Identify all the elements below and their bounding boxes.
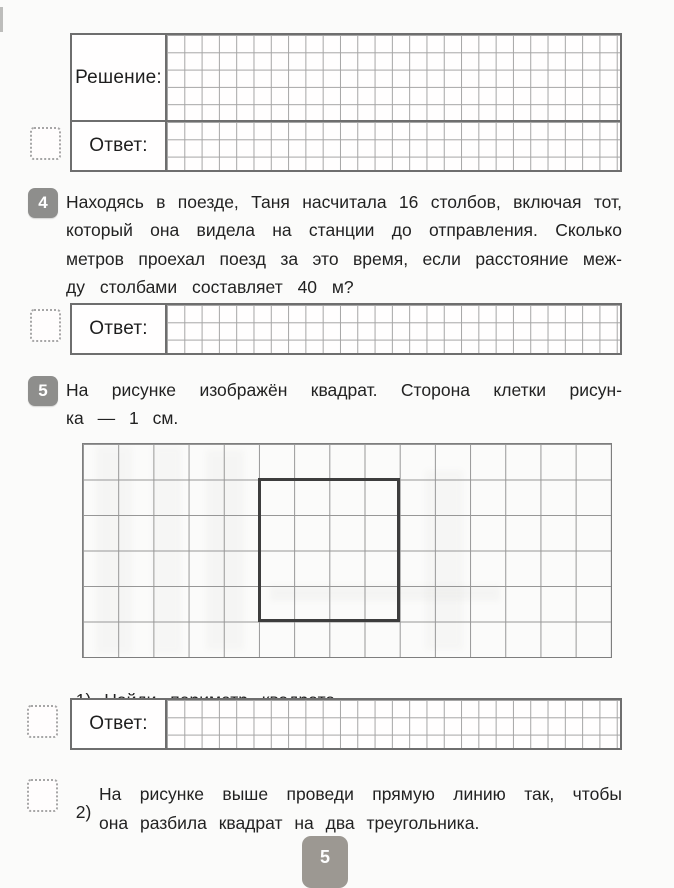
answer-mark-box[interactable] [27,705,58,738]
problem5-number-badge: 5 [28,376,58,406]
answer-writing-grid[interactable] [167,122,620,170]
q2-number-wrap [66,781,91,823]
text-line: На рисунке выше проведи прямую линию так, чтобы [99,784,622,804]
page-number-badge: 5 [302,836,348,888]
solution-answer-table [70,33,622,172]
solution-row [72,35,620,120]
problem5-answer-table [70,698,622,750]
scan-edge-artifact [0,7,3,32]
solution-label: Решение: [72,35,167,120]
answer-writing-grid[interactable] [167,700,620,748]
answer-writing-grid[interactable] [167,305,620,353]
answer-mark-box[interactable] [30,127,61,160]
answer-row [72,305,620,353]
problem5-text [66,376,622,433]
answer-mark-box[interactable] [27,779,58,812]
problem4-answer-table [70,303,622,355]
text-line: Находясь в поезде, Таня насчитала 16 столбов, включая тот, [66,191,622,212]
figure-grid[interactable] [82,443,612,658]
q2-number: 2) [75,802,92,822]
answer-row [72,120,620,170]
text-line: ду столбами составляет 40 м? [66,277,354,298]
problem4-number-badge: 4 [28,188,58,218]
answer-row [72,700,620,748]
answer-label: Ответ: [72,122,167,170]
answer-label: Ответ: [72,700,167,748]
answer-label: Ответ: [72,305,167,353]
answer-mark-box[interactable] [30,309,61,342]
text-line: который она видела на станции до отправления. Сколько [66,220,622,241]
figure-square [258,478,401,622]
text-line: метров проехал поезд за это время, если расстояние меж- [66,248,622,269]
problem5-q2-text [99,780,622,838]
solution-writing-grid[interactable] [167,35,620,120]
text-line: она разбила квадрат на два треугольника. [99,813,480,833]
text-line: На рисунке изображён квадрат. Сторона клетки рисун- [66,379,622,400]
problem4-text [66,188,622,302]
text-line: ка — 1 см. [66,408,179,429]
